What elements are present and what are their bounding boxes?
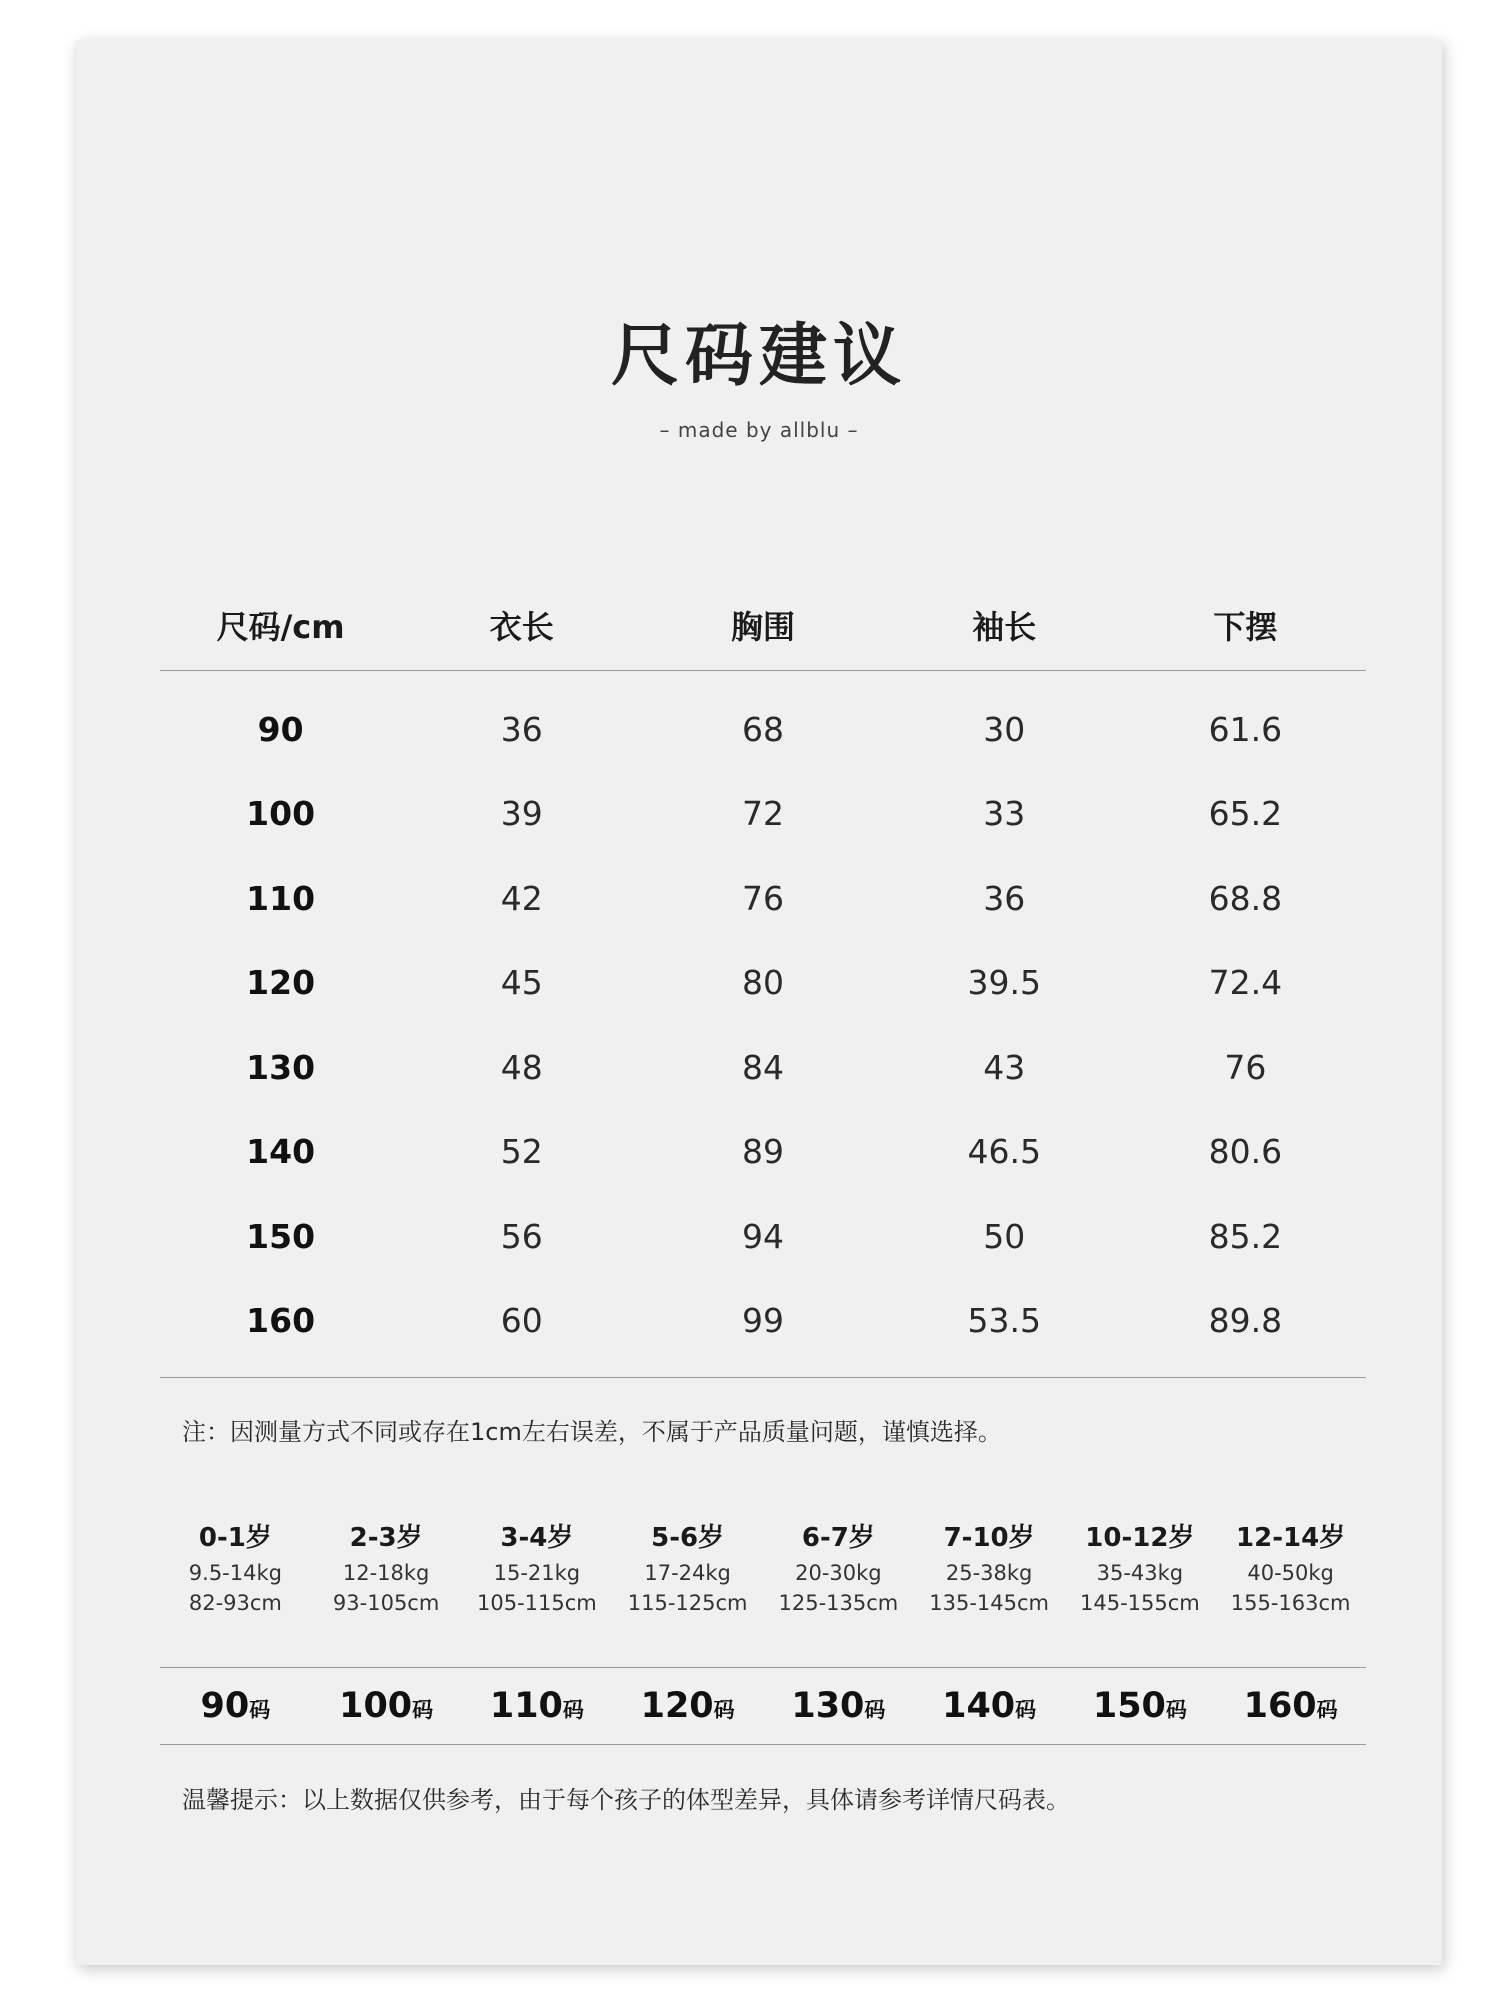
measure-cell: 39.5 <box>967 963 1041 1003</box>
measure-cell: 53.5 <box>967 1301 1041 1341</box>
age-label: 0-1岁 <box>198 1523 272 1553</box>
age-guide <box>160 1518 1366 1618</box>
age-label: 5-6岁 <box>651 1523 725 1553</box>
size-cell: 150 <box>246 1216 316 1256</box>
tip-note: 温馨提示：以上数据仅供参考，由于每个孩子的体型差异，具体请参考详情尺码表。 <box>182 1786 1070 1814</box>
age-weight: 17-24kg <box>644 1561 731 1585</box>
size-code-unit: 码 <box>864 1698 886 1722</box>
size-code-number: 140 <box>942 1686 1016 1726</box>
size-code <box>1215 1686 1366 1726</box>
size-cell: 160 <box>246 1301 316 1341</box>
age-weight: 9.5-14kg <box>188 1561 282 1585</box>
table-row <box>160 1279 1366 1364</box>
age-weight: 40-50kg <box>1247 1561 1334 1585</box>
age-height: 82-93cm <box>188 1591 282 1615</box>
measure-cell: 56 <box>500 1216 543 1256</box>
measure-cell: 39 <box>500 794 543 834</box>
age-weight: 35-43kg <box>1096 1561 1184 1585</box>
header-length: 衣长 <box>489 608 554 646</box>
size-code-unit: 码 <box>412 1698 434 1722</box>
age-column <box>160 1518 311 1618</box>
age-weight: 12-18kg <box>342 1561 430 1585</box>
size-code-unit: 码 <box>1165 1698 1187 1722</box>
size-cell: 120 <box>246 963 316 1003</box>
size-code-number: 100 <box>339 1686 413 1726</box>
age-column <box>1215 1518 1366 1618</box>
size-code-unit: 码 <box>1015 1698 1037 1722</box>
size-code-number: 150 <box>1092 1686 1166 1726</box>
measure-cell: 65.2 <box>1208 794 1283 834</box>
size-code-number: 110 <box>489 1686 563 1726</box>
measure-cell: 76 <box>742 878 784 918</box>
measure-cell: 72.4 <box>1208 963 1283 1003</box>
size-code-number: 120 <box>640 1686 714 1726</box>
size-code <box>914 1686 1065 1726</box>
table-row <box>160 856 1366 941</box>
size-code <box>612 1686 763 1726</box>
size-cell: 130 <box>246 1047 316 1087</box>
measure-cell: 68 <box>742 709 784 749</box>
size-code-unit: 码 <box>249 1698 271 1722</box>
size-code <box>311 1686 462 1726</box>
size-code-row <box>160 1667 1366 1745</box>
size-code-unit: 码 <box>1316 1698 1338 1722</box>
brand-subtitle: – made by allblu – <box>659 418 859 442</box>
size-code <box>462 1686 613 1726</box>
size-cell: 90 <box>257 709 304 749</box>
age-column <box>311 1518 462 1618</box>
size-code <box>160 1686 311 1726</box>
table-row <box>160 1110 1366 1195</box>
measure-cell: 52 <box>500 1132 543 1172</box>
measure-cell: 50 <box>983 1216 1026 1256</box>
measure-cell: 43 <box>983 1047 1026 1087</box>
measure-cell: 80 <box>742 963 784 1003</box>
age-label: 6-7岁 <box>801 1523 875 1553</box>
measure-cell: 89.8 <box>1208 1301 1283 1341</box>
header-chest: 胸围 <box>731 608 796 646</box>
measure-cell: 36 <box>500 709 543 749</box>
size-table-body <box>160 671 1366 1378</box>
age-label: 3-4岁 <box>500 1523 574 1553</box>
age-weight: 20-30kg <box>795 1561 882 1585</box>
page-title: 尺码建议 <box>610 317 907 396</box>
measure-cell: 72 <box>742 794 784 834</box>
age-weight: 15-21kg <box>493 1561 581 1585</box>
size-code-number: 90 <box>200 1686 250 1726</box>
measure-cell: 84 <box>742 1047 784 1087</box>
table-row <box>160 1194 1366 1279</box>
measure-cell: 89 <box>742 1132 784 1172</box>
size-code-number: 160 <box>1243 1686 1317 1726</box>
size-code-number: 130 <box>791 1686 865 1726</box>
age-label: 12-14岁 <box>1236 1523 1346 1553</box>
size-code-unit: 码 <box>562 1698 584 1722</box>
size-code <box>1065 1686 1216 1726</box>
age-height: 145-155cm <box>1080 1591 1200 1615</box>
measurement-note: 注：因测量方式不同或存在1cm左右误差，不属于产品质量问题，谨慎选择。 <box>182 1418 1002 1446</box>
age-label: 2-3岁 <box>349 1523 423 1553</box>
size-code-unit: 码 <box>713 1698 735 1722</box>
measure-cell: 36 <box>983 878 1026 918</box>
measure-cell: 48 <box>500 1047 543 1087</box>
age-column <box>612 1518 763 1618</box>
age-column <box>763 1518 914 1618</box>
measure-cell: 80.6 <box>1208 1132 1283 1172</box>
measure-cell: 68.8 <box>1208 878 1283 918</box>
header-size: 尺码/cm <box>216 608 345 646</box>
measure-cell: 94 <box>742 1216 784 1256</box>
age-height: 125-135cm <box>778 1591 899 1615</box>
measure-cell: 99 <box>742 1301 784 1341</box>
table-row <box>160 687 1366 772</box>
age-weight: 25-38kg <box>945 1561 1033 1585</box>
age-height: 135-145cm <box>929 1591 1049 1615</box>
measure-cell: 76 <box>1224 1047 1267 1087</box>
size-code <box>763 1686 914 1726</box>
size-cell: 140 <box>246 1132 316 1172</box>
measure-cell: 61.6 <box>1208 709 1283 749</box>
table-row <box>160 1025 1366 1110</box>
measure-cell: 30 <box>983 709 1026 749</box>
age-height: 115-125cm <box>627 1591 748 1615</box>
size-cell: 110 <box>246 878 316 918</box>
size-table-header <box>160 580 1366 671</box>
age-height: 155-163cm <box>1230 1591 1351 1615</box>
measure-cell: 42 <box>500 878 543 918</box>
header-sleeve: 袖长 <box>972 608 1037 646</box>
measure-cell: 33 <box>983 794 1026 834</box>
measure-cell: 45 <box>500 963 543 1003</box>
age-column <box>914 1518 1065 1618</box>
age-height: 93-105cm <box>332 1591 440 1615</box>
measure-cell: 46.5 <box>967 1132 1041 1172</box>
age-column <box>1065 1518 1216 1618</box>
measure-cell: 60 <box>500 1301 543 1341</box>
table-row <box>160 941 1366 1026</box>
age-label: 7-10岁 <box>943 1523 1035 1553</box>
size-cell: 100 <box>246 794 316 834</box>
age-column <box>462 1518 613 1618</box>
table-row <box>160 772 1366 857</box>
measure-cell: 85.2 <box>1208 1216 1283 1256</box>
header-hem: 下摆 <box>1213 608 1278 646</box>
size-table <box>160 580 1366 1378</box>
age-height: 105-115cm <box>477 1591 597 1615</box>
size-guide-card <box>76 40 1442 1965</box>
age-label: 10-12岁 <box>1085 1523 1195 1553</box>
